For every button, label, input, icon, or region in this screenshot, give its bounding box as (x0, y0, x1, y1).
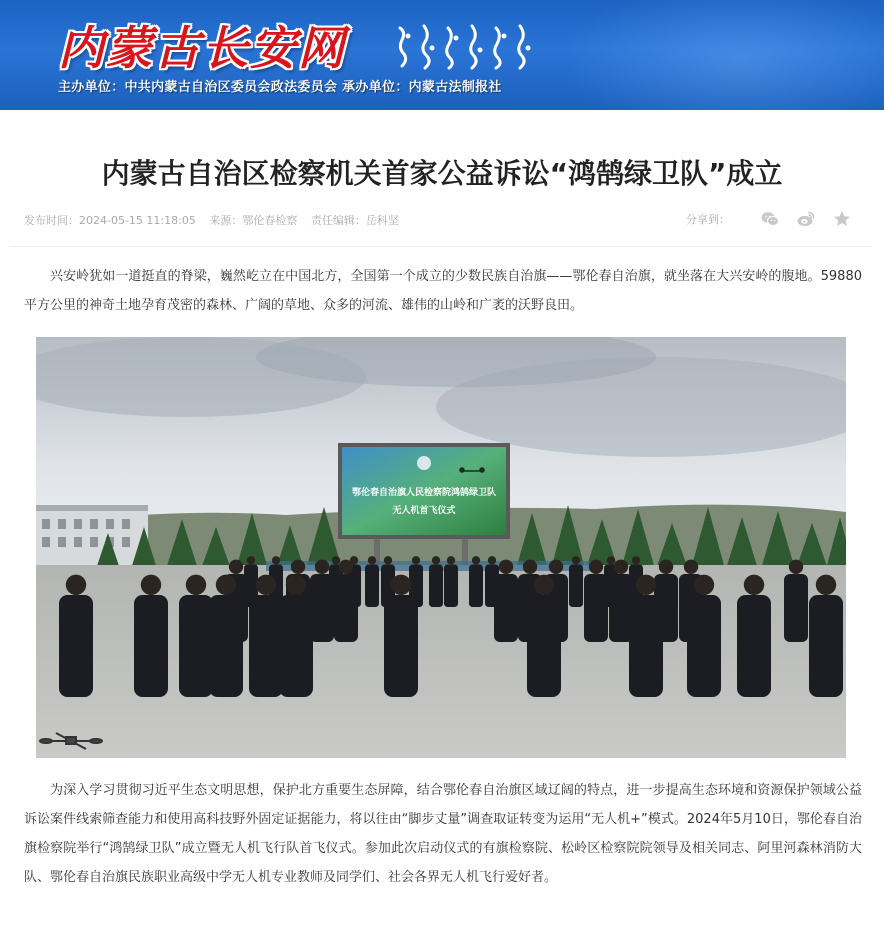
article-photo (36, 337, 846, 758)
person (444, 565, 458, 608)
person (809, 595, 843, 697)
person-head (412, 556, 420, 564)
person (334, 574, 358, 642)
person-head (247, 556, 255, 564)
person (494, 574, 518, 642)
person (687, 595, 721, 697)
person-head (256, 575, 276, 595)
article-meta (24, 212, 860, 232)
person-head (499, 560, 513, 574)
person (310, 574, 334, 642)
screen-line-2: 无人机首飞仪式 (392, 506, 456, 516)
person-head (636, 575, 656, 595)
person-head (614, 560, 628, 574)
person-head (632, 556, 640, 564)
person (527, 595, 561, 697)
person-head (141, 575, 161, 595)
site-header-banner (0, 0, 884, 110)
person-head (447, 556, 455, 564)
person (384, 595, 418, 697)
person-head (659, 560, 673, 574)
mongolian-script-icon (392, 22, 542, 70)
person-head (589, 560, 603, 574)
person-head (286, 575, 306, 595)
person (784, 574, 808, 642)
person-head (368, 556, 376, 564)
share-label: 分享到： (686, 213, 730, 226)
article-paragraph-2: 为深入学习贯彻习近平生态文明思想，保护北方重要生态屏障，结合鄂伦春自治旗区域辽阔的特点，进一步提高生态环境和资源保护领域公益诉讼案件线索筛查能力和使用高科技野外固定证据能力，将以往由“脚步丈量”调查取证转变为运用“无人机+”模式。2024年5月10日，鄂伦春自治旗检察院举行“鸿鹄绿卫队”成立暨无人机飞行队首飞仪式。参加此次启动仪式的有旗检察院、松岭区检察院院领导及相关同志、阿里河森林消防大队、鄂伦春自治旗民族职业高级中学无人机专业教师及同学们、社会各界无人机飞行爱好者。 (24, 783, 862, 885)
person (429, 565, 443, 608)
sponsor-line: 主办单位：中共内蒙古自治区委员会政法委员会 承办单位：内蒙古法制报社 (58, 80, 502, 95)
person-head (229, 560, 243, 574)
person-head (816, 575, 836, 595)
share-bar (686, 209, 852, 229)
person (279, 595, 313, 697)
person-head (391, 575, 411, 595)
person-head (607, 556, 615, 564)
person-head (488, 556, 496, 564)
person-head (66, 575, 86, 595)
article-title: 内蒙古自治区检察机关首家公益诉讼“鸿鹄绿卫队”成立 (101, 157, 783, 190)
person (59, 595, 93, 697)
responsible-editor: 责任编辑：岳科坚 (310, 214, 399, 227)
person-head (472, 556, 480, 564)
article-source: 来源：鄂伦春检察 (209, 214, 298, 227)
person (134, 595, 168, 697)
person (179, 595, 213, 697)
person (629, 595, 663, 697)
person-head (216, 575, 236, 595)
person-head (272, 556, 280, 564)
person (365, 565, 379, 608)
article-paragraph-1: 兴安岭犹如一道挺直的脊梁，巍然屹立在中国北方，全国第一个成立的少数民族自治旗——鄂伦春自治旗，就坐落在大兴安岭的腹地。59880平方公里的神奇土地孕育茂密的森林、广阔的草地、众多的河流、雄伟的山岭和广袤的沃野良田。 (24, 269, 862, 313)
wechat-icon[interactable] (760, 209, 780, 229)
person-head (186, 575, 206, 595)
person-head (572, 556, 580, 564)
ceremony-photo-illustration (36, 337, 846, 758)
person-head (789, 560, 803, 574)
person (584, 574, 608, 642)
person-head (744, 575, 764, 595)
site-logo[interactable]: 内蒙古长安网 (58, 21, 346, 75)
person-head (315, 560, 329, 574)
person-head (523, 560, 537, 574)
person-head (694, 575, 714, 595)
person-head (332, 556, 340, 564)
screen-line-1: 鄂伦春自治旗人民检察院鸿鹄绿卫队 (351, 488, 497, 498)
person (469, 565, 483, 608)
person (249, 595, 283, 697)
person (737, 595, 771, 697)
weibo-icon[interactable] (796, 209, 816, 229)
person-head (339, 560, 353, 574)
header-divider (10, 246, 872, 247)
publish-time: 发布时间：2024-05-15 11:18:05 (24, 214, 196, 227)
banner-glow (560, 0, 884, 110)
person (569, 565, 583, 608)
person-head (534, 575, 554, 595)
person-head (684, 560, 698, 574)
person-head (549, 560, 563, 574)
person-head (432, 556, 440, 564)
person-head (384, 556, 392, 564)
favorite-star-icon[interactable] (832, 209, 852, 229)
person (209, 595, 243, 697)
person-head (291, 560, 305, 574)
